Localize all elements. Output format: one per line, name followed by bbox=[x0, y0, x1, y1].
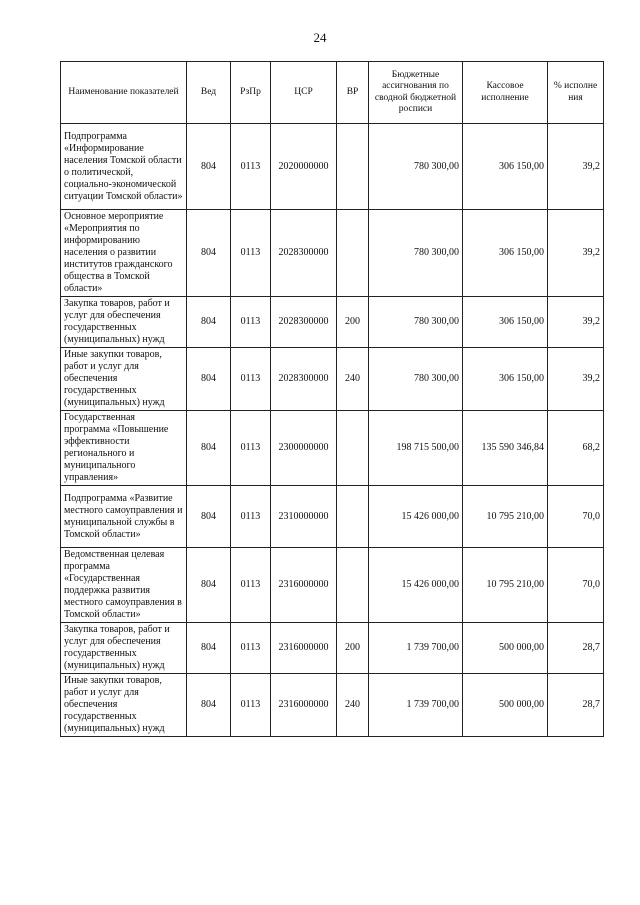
row-csr: 2028300000 bbox=[271, 210, 337, 297]
table-row bbox=[61, 548, 604, 623]
row-rzpr: 0113 bbox=[231, 548, 271, 623]
row-rzpr: 0113 bbox=[231, 210, 271, 297]
row-assignations: 15 426 000,00 bbox=[369, 548, 463, 623]
row-rzpr: 0113 bbox=[231, 411, 271, 486]
header-ved: Вед bbox=[187, 62, 231, 124]
table-row bbox=[61, 297, 604, 348]
row-rzpr: 0113 bbox=[231, 674, 271, 737]
row-percent: 68,2 bbox=[548, 411, 604, 486]
row-csr: 2310000000 bbox=[271, 486, 337, 548]
row-percent: 39,2 bbox=[548, 210, 604, 297]
row-name: Ведомственная целевая программа «Государственная поддержка развития местного самоуправления в Томской области» bbox=[61, 548, 187, 623]
row-csr: 2316000000 bbox=[271, 623, 337, 674]
header-vr: ВР bbox=[337, 62, 369, 124]
row-vr: 240 bbox=[337, 348, 369, 411]
row-rzpr: 0113 bbox=[231, 124, 271, 210]
row-percent: 70,0 bbox=[548, 486, 604, 548]
page-number: 24 bbox=[313, 30, 327, 45]
row-csr: 2028300000 bbox=[271, 297, 337, 348]
row-name: Иные закупки товаров, работ и услуг для обеспечения государственных (муниципальных) нужд bbox=[61, 674, 187, 737]
row-ved: 804 bbox=[187, 297, 231, 348]
row-ved: 804 bbox=[187, 210, 231, 297]
table-header-row bbox=[61, 62, 604, 124]
row-ved: 804 bbox=[187, 348, 231, 411]
row-csr: 2020000000 bbox=[271, 124, 337, 210]
row-cash: 500 000,00 bbox=[463, 623, 548, 674]
row-assignations: 780 300,00 bbox=[369, 124, 463, 210]
table-row bbox=[61, 124, 604, 210]
row-rzpr: 0113 bbox=[231, 348, 271, 411]
row-vr bbox=[337, 548, 369, 623]
row-percent: 39,2 bbox=[548, 124, 604, 210]
row-name: Подпрограмма «Информирование населения Томской области о политической, социально-экономической ситуации Томской области» bbox=[61, 124, 187, 210]
row-name: Государственная программа «Повышение эффективности регионального и муниципального управления» bbox=[61, 411, 187, 486]
row-name: Основное мероприятие «Мероприятия по информированию населения о развитии институтов гражданского общества в Томской области» bbox=[61, 210, 187, 297]
row-name: Закупка товаров, работ и услуг для обеспечения государственных (муниципальных) нужд bbox=[61, 297, 187, 348]
header-rzpr: РзПр bbox=[231, 62, 271, 124]
row-ved: 804 bbox=[187, 124, 231, 210]
row-name: Иные закупки товаров, работ и услуг для обеспечения государственных (муниципальных) нужд bbox=[61, 348, 187, 411]
row-rzpr: 0113 bbox=[231, 623, 271, 674]
row-cash: 500 000,00 bbox=[463, 674, 548, 737]
header-assignations: Бюджетные ассигнования по сводной бюджетной росписи bbox=[369, 62, 463, 124]
row-vr: 200 bbox=[337, 297, 369, 348]
row-percent: 39,2 bbox=[548, 348, 604, 411]
header-percent: % исполне ния bbox=[548, 62, 604, 124]
row-assignations: 198 715 500,00 bbox=[369, 411, 463, 486]
budget-execution-table bbox=[60, 61, 604, 737]
row-ved: 804 bbox=[187, 411, 231, 486]
row-vr: 240 bbox=[337, 674, 369, 737]
row-ved: 804 bbox=[187, 486, 231, 548]
row-cash: 306 150,00 bbox=[463, 297, 548, 348]
row-percent: 28,7 bbox=[548, 623, 604, 674]
row-cash: 10 795 210,00 bbox=[463, 548, 548, 623]
header-cash: Кассовое исполнение bbox=[463, 62, 548, 124]
table-row bbox=[61, 486, 604, 548]
row-cash: 135 590 346,84 bbox=[463, 411, 548, 486]
row-percent: 39,2 bbox=[548, 297, 604, 348]
row-assignations: 15 426 000,00 bbox=[369, 486, 463, 548]
table-row bbox=[61, 674, 604, 737]
row-cash: 10 795 210,00 bbox=[463, 486, 548, 548]
header-name: Наименование показателей bbox=[61, 62, 187, 124]
row-ved: 804 bbox=[187, 623, 231, 674]
row-csr: 2316000000 bbox=[271, 674, 337, 737]
header-csr: ЦСР bbox=[271, 62, 337, 124]
table-row bbox=[61, 210, 604, 297]
row-rzpr: 0113 bbox=[231, 486, 271, 548]
row-ved: 804 bbox=[187, 548, 231, 623]
row-assignations: 1 739 700,00 bbox=[369, 674, 463, 737]
row-vr bbox=[337, 124, 369, 210]
row-vr: 200 bbox=[337, 623, 369, 674]
row-cash: 306 150,00 bbox=[463, 210, 548, 297]
row-csr: 2028300000 bbox=[271, 348, 337, 411]
row-percent: 70,0 bbox=[548, 548, 604, 623]
row-assignations: 780 300,00 bbox=[369, 297, 463, 348]
row-csr: 2316000000 bbox=[271, 548, 337, 623]
row-cash: 306 150,00 bbox=[463, 348, 548, 411]
row-vr bbox=[337, 486, 369, 548]
row-assignations: 780 300,00 bbox=[369, 348, 463, 411]
row-assignations: 780 300,00 bbox=[369, 210, 463, 297]
table-row bbox=[61, 348, 604, 411]
row-percent: 28,7 bbox=[548, 674, 604, 737]
row-assignations: 1 739 700,00 bbox=[369, 623, 463, 674]
row-name: Подпрограмма «Развитие местного самоуправления и муниципальной службы в Томской области» bbox=[61, 486, 187, 548]
row-csr: 2300000000 bbox=[271, 411, 337, 486]
table-row bbox=[61, 411, 604, 486]
row-rzpr: 0113 bbox=[231, 297, 271, 348]
row-ved: 804 bbox=[187, 674, 231, 737]
row-vr bbox=[337, 210, 369, 297]
row-cash: 306 150,00 bbox=[463, 124, 548, 210]
row-name: Закупка товаров, работ и услуг для обеспечения государственных (муниципальных) нужд bbox=[61, 623, 187, 674]
row-vr bbox=[337, 411, 369, 486]
table-row bbox=[61, 623, 604, 674]
